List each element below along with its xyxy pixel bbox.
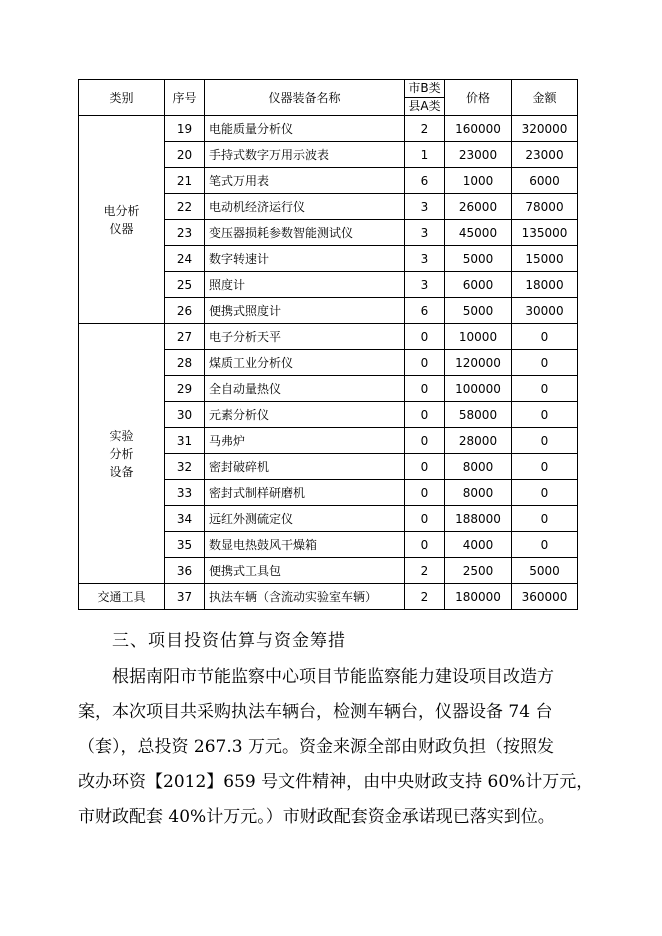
category-label: 分析 xyxy=(109,446,134,461)
price-cell: 58000 xyxy=(445,402,512,428)
row-number: 26 xyxy=(165,298,205,324)
quantity-cell: 0 xyxy=(405,376,445,402)
amount-cell: 0 xyxy=(512,532,578,558)
header-price: 价格 xyxy=(445,80,512,116)
header-category: 类别 xyxy=(79,80,165,116)
equipment-name: 电子分析天平 xyxy=(205,324,405,350)
amount-cell: 135000 xyxy=(512,220,578,246)
quantity-cell: 0 xyxy=(405,506,445,532)
quantity-cell: 0 xyxy=(405,480,445,506)
header-name: 仪器装备名称 xyxy=(205,80,405,116)
quantity-cell: 3 xyxy=(405,220,445,246)
paragraph-line: 案，本次项目共采购执法车辆台，检测车辆台，仪器设备 74 台 xyxy=(78,702,553,722)
quantity-cell: 0 xyxy=(405,350,445,376)
row-number: 36 xyxy=(165,558,205,584)
header-level xyxy=(405,80,445,116)
price-cell: 2500 xyxy=(445,558,512,584)
equipment-name: 密封破碎机 xyxy=(205,454,405,480)
amount-cell: 360000 xyxy=(512,584,578,610)
price-cell: 23000 xyxy=(445,142,512,168)
table-row xyxy=(79,116,578,142)
amount-cell: 0 xyxy=(512,454,578,480)
row-number: 27 xyxy=(165,324,205,350)
equipment-name: 照度计 xyxy=(205,272,405,298)
price-cell: 160000 xyxy=(445,116,512,142)
header-number: 序号 xyxy=(165,80,205,116)
amount-cell: 0 xyxy=(512,428,578,454)
amount-cell: 18000 xyxy=(512,272,578,298)
category-label: 交通工具 xyxy=(97,589,146,604)
amount-cell: 5000 xyxy=(512,558,578,584)
row-number: 32 xyxy=(165,454,205,480)
category-cell xyxy=(79,584,165,610)
quantity-cell: 0 xyxy=(405,402,445,428)
amount-cell: 15000 xyxy=(512,246,578,272)
price-cell: 188000 xyxy=(445,506,512,532)
row-number: 23 xyxy=(165,220,205,246)
quantity-cell: 3 xyxy=(405,272,445,298)
quantity-cell: 0 xyxy=(405,428,445,454)
price-cell: 26000 xyxy=(445,194,512,220)
amount-cell: 0 xyxy=(512,402,578,428)
quantity-cell: 1 xyxy=(405,142,445,168)
header-amount: 金额 xyxy=(512,80,578,116)
equipment-name: 电动机经济运行仪 xyxy=(205,194,405,220)
equipment-name: 执法车辆（含流动实验室车辆） xyxy=(205,584,405,610)
paragraph-line: （套），总投资 267.3 万元。资金来源全部由财政负担（按照发 xyxy=(78,737,554,757)
category-label: 实验 xyxy=(109,428,134,443)
quantity-cell: 2 xyxy=(405,558,445,584)
header-level-county: 县A类 xyxy=(405,97,444,115)
equipment-name: 煤质工业分析仪 xyxy=(205,350,405,376)
row-number: 29 xyxy=(165,376,205,402)
amount-cell: 23000 xyxy=(512,142,578,168)
header-level-city: 市B类 xyxy=(408,81,441,95)
quantity-cell: 0 xyxy=(405,454,445,480)
price-cell: 100000 xyxy=(445,376,512,402)
table-row xyxy=(79,584,578,610)
price-cell: 120000 xyxy=(445,350,512,376)
price-cell: 6000 xyxy=(445,272,512,298)
equipment-name: 马弗炉 xyxy=(205,428,405,454)
row-number: 20 xyxy=(165,142,205,168)
quantity-cell: 3 xyxy=(405,194,445,220)
row-number: 25 xyxy=(165,272,205,298)
amount-cell: 0 xyxy=(512,324,578,350)
price-cell: 4000 xyxy=(445,532,512,558)
equipment-name: 数显电热鼓风干燥箱 xyxy=(205,532,405,558)
equipment-name: 便携式照度计 xyxy=(205,298,405,324)
row-number: 30 xyxy=(165,402,205,428)
price-cell: 10000 xyxy=(445,324,512,350)
row-number: 19 xyxy=(165,116,205,142)
equipment-name: 元素分析仪 xyxy=(205,402,405,428)
category-cell xyxy=(79,324,165,584)
equipment-name: 便携式工具包 xyxy=(205,558,405,584)
equipment-name: 电能质量分析仪 xyxy=(205,116,405,142)
amount-cell: 6000 xyxy=(512,168,578,194)
price-cell: 45000 xyxy=(445,220,512,246)
equipment-name: 远红外测硫定仪 xyxy=(205,506,405,532)
equipment-name: 变压器损耗参数智能测试仪 xyxy=(205,220,405,246)
paragraph-line: 市财政配套 40%计万元。）市财政配套资金承诺现已落实到位。 xyxy=(78,807,555,827)
amount-cell: 320000 xyxy=(512,116,578,142)
quantity-cell: 0 xyxy=(405,324,445,350)
equipment-name: 密封式制样研磨机 xyxy=(205,480,405,506)
amount-cell: 78000 xyxy=(512,194,578,220)
row-number: 37 xyxy=(165,584,205,610)
row-number: 33 xyxy=(165,480,205,506)
paragraph-line: 根据南阳市节能监察中心项目节能监察能力建设项目改造方 xyxy=(112,667,554,687)
section-paragraph xyxy=(78,660,594,835)
table-row xyxy=(79,324,578,350)
price-cell: 8000 xyxy=(445,454,512,480)
row-number: 24 xyxy=(165,246,205,272)
category-label: 电分析 xyxy=(103,203,140,218)
row-number: 21 xyxy=(165,168,205,194)
quantity-cell: 6 xyxy=(405,168,445,194)
amount-cell: 0 xyxy=(512,480,578,506)
equipment-name: 数字转速计 xyxy=(205,246,405,272)
category-cell xyxy=(79,116,165,324)
amount-cell: 0 xyxy=(512,376,578,402)
quantity-cell: 0 xyxy=(405,532,445,558)
price-cell: 28000 xyxy=(445,428,512,454)
row-number: 28 xyxy=(165,350,205,376)
amount-cell: 0 xyxy=(512,350,578,376)
table-header-row xyxy=(79,80,578,116)
section-heading: 三、项目投资估算与资金筹措 xyxy=(112,631,346,651)
quantity-cell: 6 xyxy=(405,298,445,324)
equipment-table xyxy=(78,79,578,610)
equipment-name: 手持式数字万用示波表 xyxy=(205,142,405,168)
row-number: 31 xyxy=(165,428,205,454)
equipment-name: 笔式万用表 xyxy=(205,168,405,194)
quantity-cell: 2 xyxy=(405,116,445,142)
price-cell: 1000 xyxy=(445,168,512,194)
row-number: 35 xyxy=(165,532,205,558)
quantity-cell: 3 xyxy=(405,246,445,272)
table-body xyxy=(79,116,578,610)
amount-cell: 30000 xyxy=(512,298,578,324)
price-cell: 5000 xyxy=(445,246,512,272)
price-cell: 5000 xyxy=(445,298,512,324)
row-number: 34 xyxy=(165,506,205,532)
category-label: 设备 xyxy=(109,464,134,479)
amount-cell: 0 xyxy=(512,506,578,532)
row-number: 22 xyxy=(165,194,205,220)
category-label: 仪器 xyxy=(109,221,134,236)
equipment-name: 全自动量热仪 xyxy=(205,376,405,402)
paragraph-line: 改办环资【2012】659 号文件精神，由中央财政支持 60%计万元， xyxy=(78,772,594,792)
price-cell: 8000 xyxy=(445,480,512,506)
quantity-cell: 2 xyxy=(405,584,445,610)
price-cell: 180000 xyxy=(445,584,512,610)
